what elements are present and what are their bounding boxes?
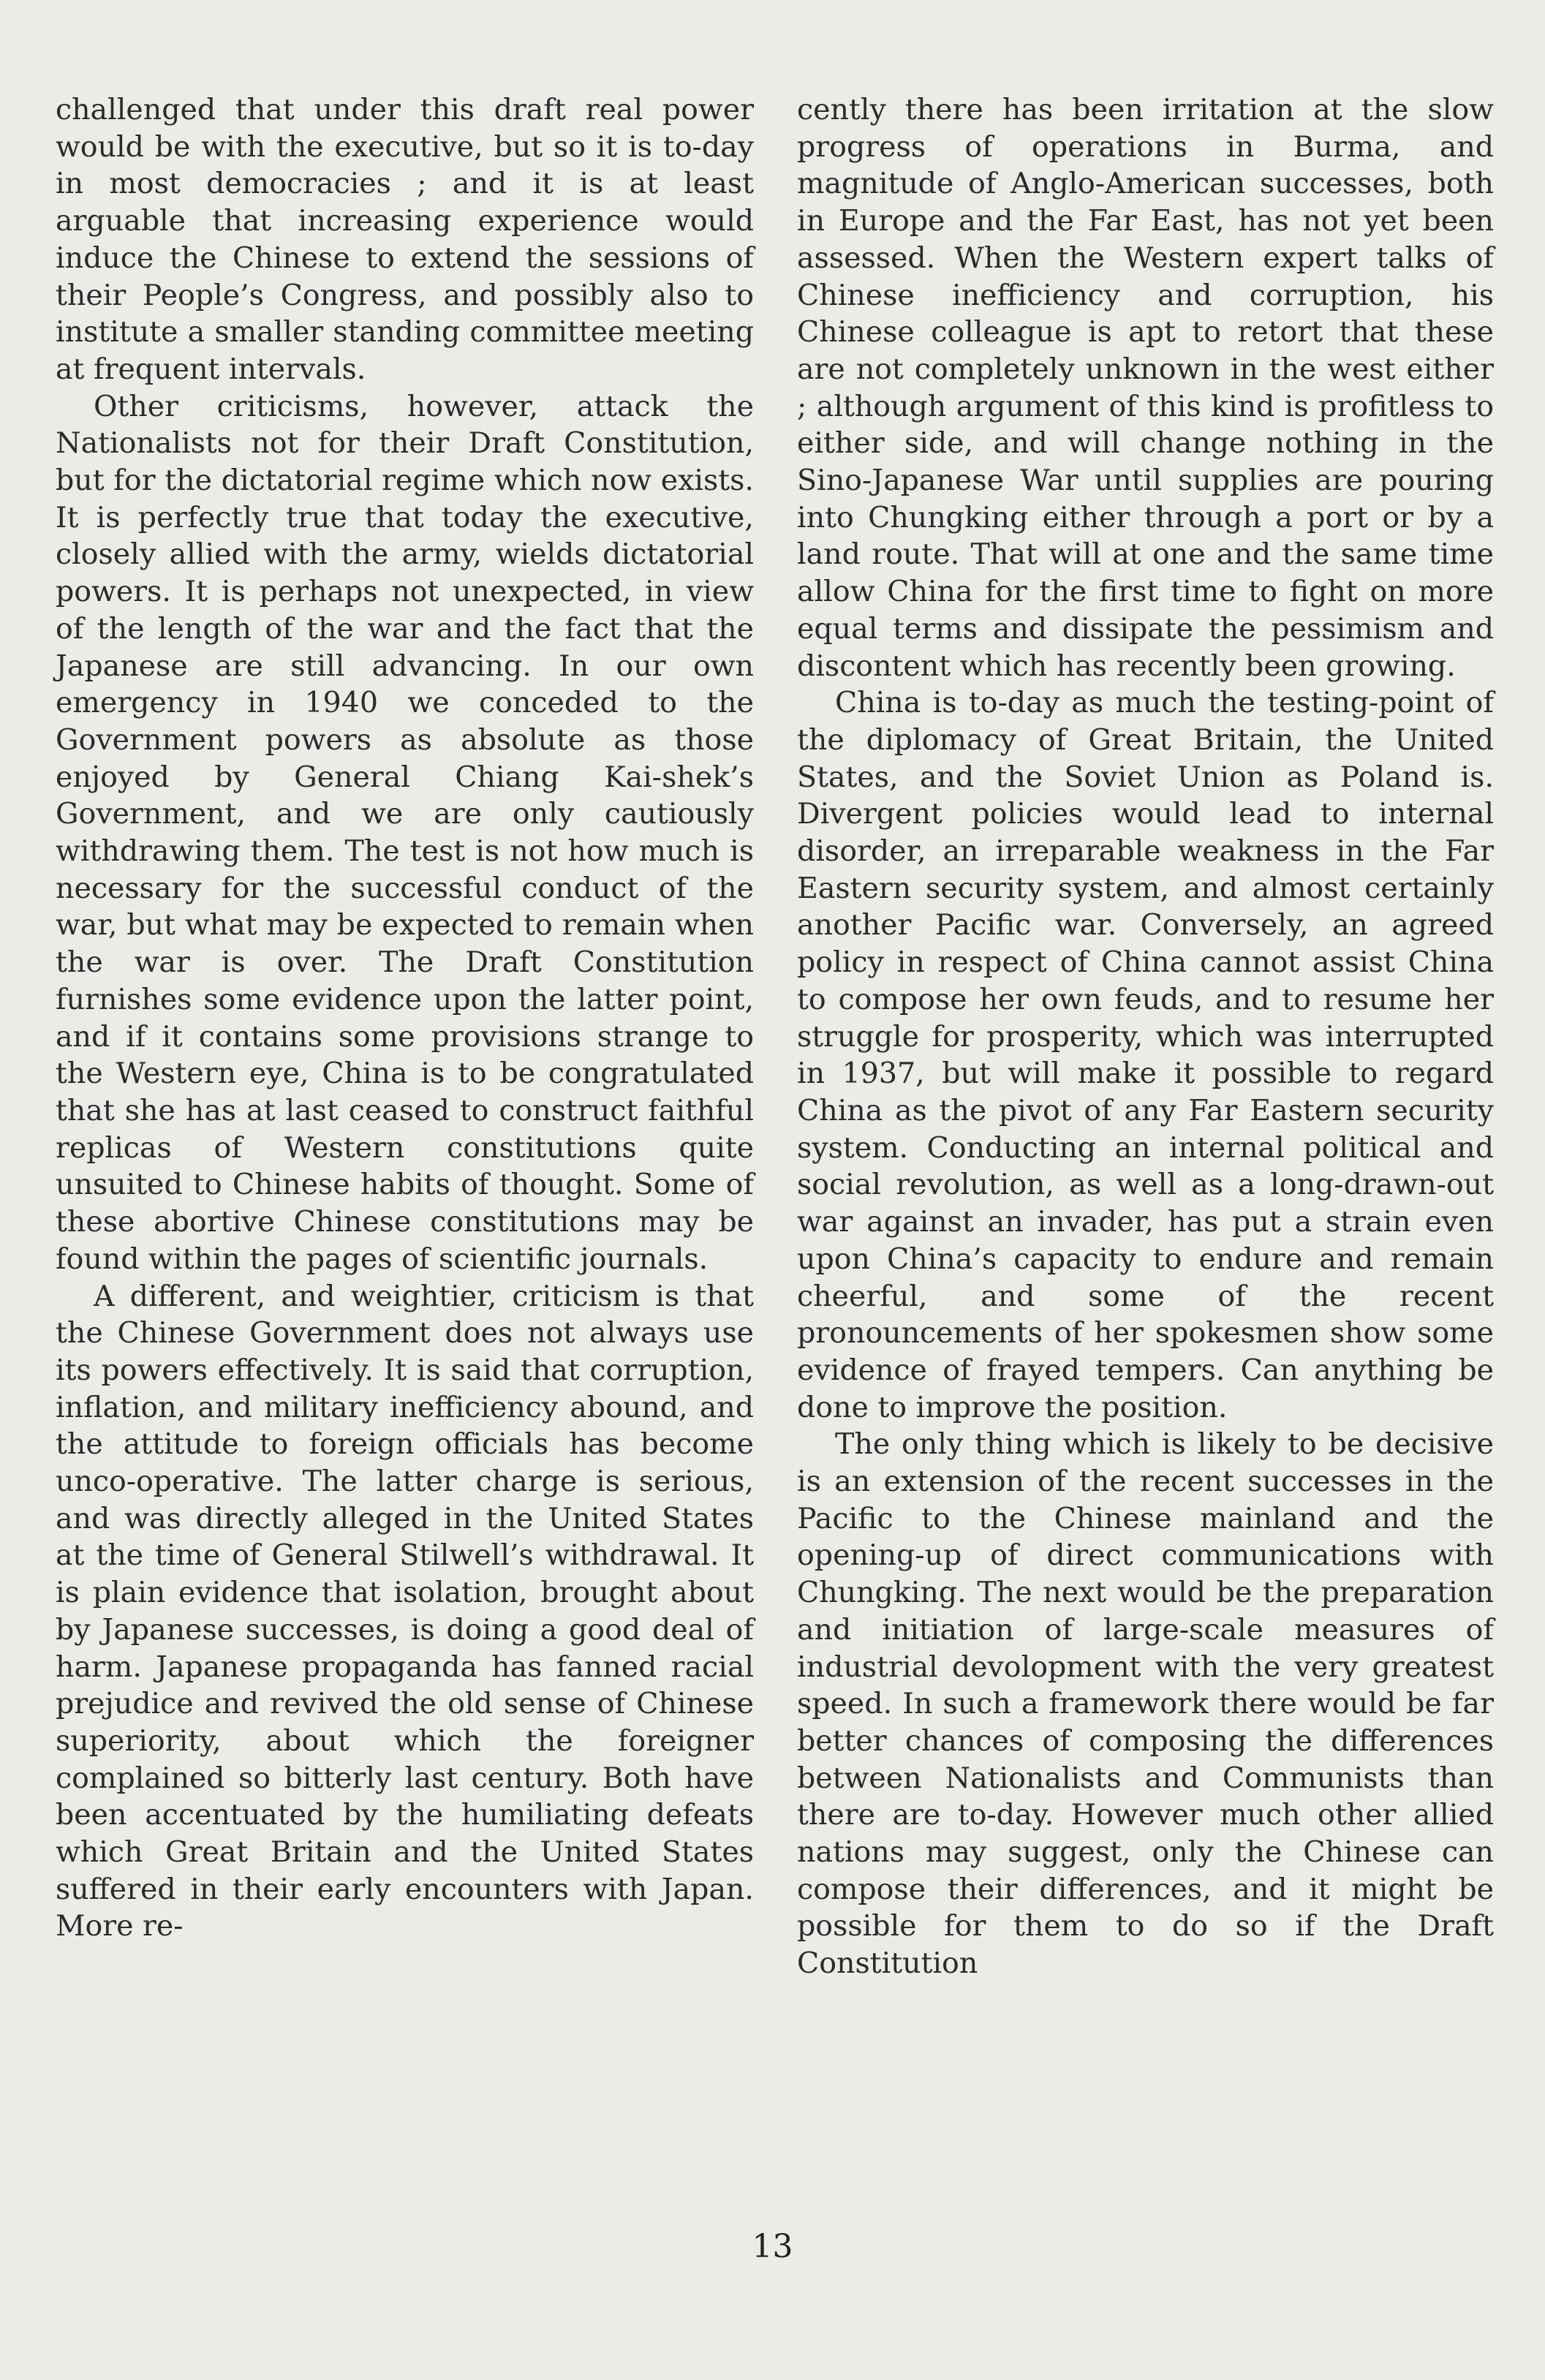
paragraph: The only thing which is likely to be decisive is an extension of the recent successes in the Pacific to the Chinese mainland and the opening-up of direct communications with Chungking. The next would be the preparation and initiation of large-scale measures of industrial devolopment with the very greatest speed. In such a framework there would be far better chances of composing the differences between Nationalists and Communists than there are to-day. However much other allied nations may suggest, only the Chinese can compose their differences, and it might be possible for them to do so if the Draft Constitution (797, 1427, 1494, 1981)
paragraph: China is to-day as much the testing-point of the diplomacy of Great Britain, the United States, and the Soviet Union as Poland is. Divergent policies would lead to internal disorder, an irreparable weakness in the Far Eastern security system, and almost certainly another Pacific war. Conversely, an agreed policy in respect of China cannot assist China to compose her own feuds, and to resume her struggle for prosperity, which was interrupted in 1937, but will make it possible to regard China as the pivot of any Far Eastern security system. Conducting an internal political and social revolution, as well as a long-drawn-out war against an invader, has put a strain even upon China’s capacity to endure and remain cheerful, and some of the recent pronouncements of her spokesmen show some evidence of frayed tempers. Can anything be done to improve the position. (797, 686, 1494, 1424)
paragraph: cently there has been irritation at the slow progress of operations in Burma, and magnitude of Anglo-American successes, both in Europe and the Far East, has not yet been assessed. When the Western expert talks of Chinese inefficiency and corruption, his Chinese colleague is apt to retort that these are not completely unknown in the west either ; although argument of this kind is profitless to either side, and will change nothing in the Sino-Japanese War until supplies are pouring into Chungking either through a port or by a land route. That will at one and the same time allow China for the first time to fight on more equal terms and dissipate the pessimism and discontent which has recently been growing. (797, 93, 1494, 683)
paragraph: Other criticisms, however, attack the Nationalists not for their Draft Constitution, but for the dictatorial regime which now exists. It is perfectly true that today the executive, closely allied with the army, wields dictatorial powers. It is perhaps not unexpected, in view of the length of the war and the fact that the Japanese are still advancing. In our own emergency in 1940 we conceded to the Government powers as absolute as those enjoyed by General Chiang Kai-shek’s Government, and we are only cautiously withdrawing them. The test is not how much is necessary for the successful conduct of the war, but what may be expected to remain when the war is over. The Draft Constitution furnishes some evidence upon the latter point, and if it contains some provisions strange to the Western eye, China is to be congratulated that she has at last ceased to construct faithful replicas of Western constitutions quite unsuited to Chinese habits of thought. Some of these abortive Chinese constitutions may be found within the pages of scientific journals. (56, 389, 754, 1276)
page-number: 13 (752, 2228, 793, 2265)
left-column (56, 91, 754, 1945)
right-column (797, 91, 1494, 1982)
paragraph: A different, and weightier, criticism is that the Chinese Government does not always use its powers effectively. It is said that corruption, inflation, and military inefficiency abound, and the attitude to foreign officials has become unco-operative. The latter charge is serious, and was directly alleged in the United States at the time of General Stilwell’s withdrawal. It is plain evidence that isolation, brought about by Japanese successes, is doing a good deal of harm. Japanese propaganda has fanned racial prejudice and revived the old sense of Chinese superiority, about which the foreigner complained so bitterly last century. Both have been accentuated by the humiliating defeats which Great Britain and the United States suffered in their early encounters with Japan. More re- (56, 1279, 754, 1943)
paragraph: challenged that under this draft real power would be with the executive, but so it is to-day in most democracies ; and it is at least arguable that increasing experience would induce the Chinese to extend the sessions of their People’s Congress, and possibly also to institute a smaller standing committee meeting at frequent intervals. (56, 93, 754, 386)
